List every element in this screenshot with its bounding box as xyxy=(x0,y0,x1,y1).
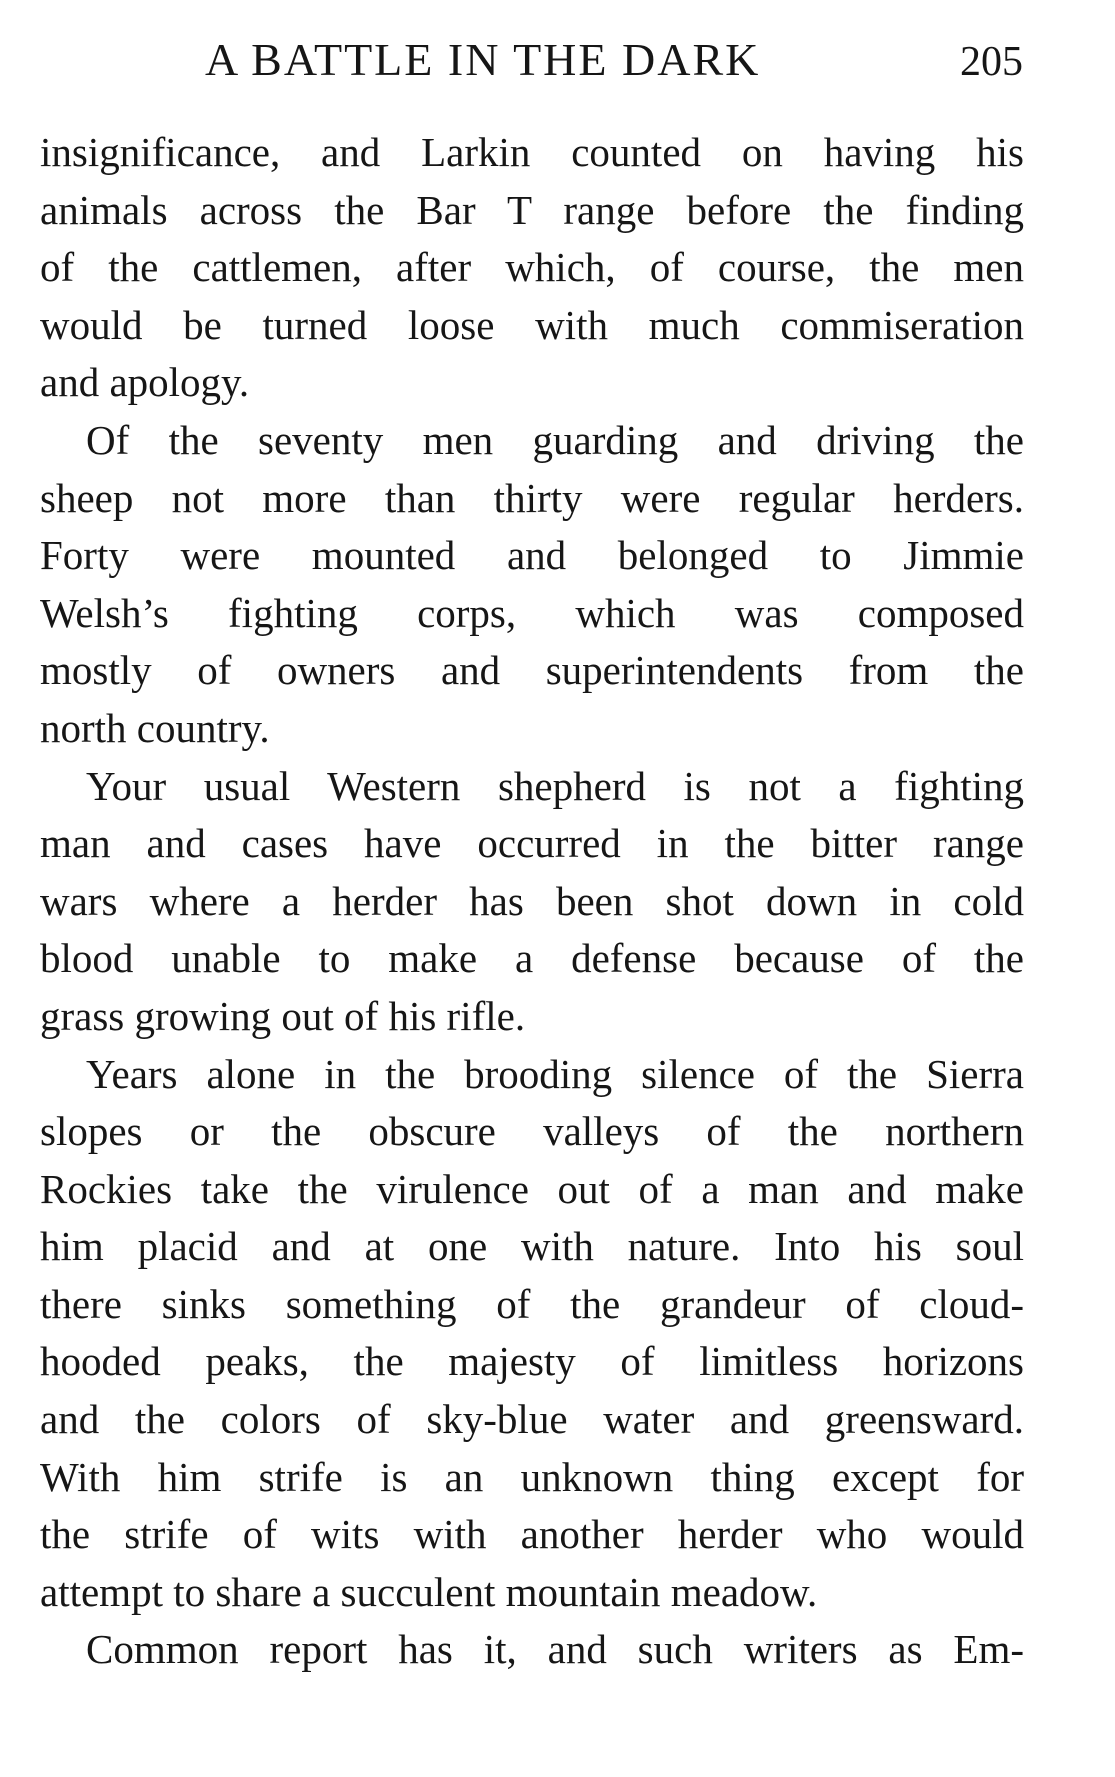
text-line: of the cattlemen, after which, of course, the men xyxy=(40,244,1024,291)
text-line: mostly of owners and superintendents from the xyxy=(40,647,1024,694)
page-number: 205 xyxy=(960,39,1023,85)
running-head xyxy=(0,30,1115,90)
text-line: hooded peaks, the majesty of limitless horizons xyxy=(40,1338,1024,1385)
text-line: grass growing out of his rifle. xyxy=(40,992,526,1039)
text-line: slopes or the obscure valleys of the northern xyxy=(40,1108,1024,1155)
paragraph-2 xyxy=(40,412,1024,758)
text-line: attempt to share a succulent mountain meadow. xyxy=(40,1568,818,1615)
text-line: Years alone in the brooding silence of the Sierra xyxy=(86,1050,1024,1097)
text-line: there sinks something of the grandeur of cloud- xyxy=(40,1280,1024,1327)
body-text xyxy=(40,124,1024,1679)
text-line: blood unable to make a defense because of the xyxy=(40,935,1024,982)
text-line: Welsh’s fighting corps, which was composed xyxy=(40,589,1024,636)
text-line: and the colors of sky-blue water and greensward. xyxy=(40,1396,1024,1443)
text-line: Rockies take the virulence out of a man and make xyxy=(40,1165,1024,1212)
paragraph-5 xyxy=(40,1621,1024,1679)
paragraph-1 xyxy=(40,124,1024,412)
text-line: With him strife is an unknown thing except for xyxy=(40,1453,1024,1500)
text-line: Common report has it, and such writers as Em- xyxy=(86,1626,1024,1673)
paragraph-4 xyxy=(40,1046,1024,1622)
paragraph-3 xyxy=(40,758,1024,1046)
text-line: man and cases have occurred in the bitter range xyxy=(40,820,1024,867)
text-line: animals across the Bar T range before the finding xyxy=(40,186,1024,233)
text-line: Of the seventy men guarding and driving the xyxy=(86,416,1024,463)
text-line: and apology. xyxy=(40,359,250,406)
text-line: sheep not more than thirty were regular herders. xyxy=(40,474,1024,521)
text-line: Forty were mounted and belonged to Jimmie xyxy=(40,532,1024,579)
chapter-title: A BATTLE IN THE DARK xyxy=(205,34,761,85)
text-line: would be turned loose with much commiseration xyxy=(40,301,1024,348)
text-line: north country. xyxy=(40,704,270,751)
text-line: wars where a herder has been shot down in cold xyxy=(40,877,1024,924)
text-line: Your usual Western shepherd is not a fighting xyxy=(86,762,1024,809)
text-line: him placid and at one with nature. Into his soul xyxy=(40,1223,1024,1270)
text-line: insignificance, and Larkin counted on having his xyxy=(40,129,1024,175)
text-line: the strife of wits with another herder who would xyxy=(40,1511,1024,1558)
